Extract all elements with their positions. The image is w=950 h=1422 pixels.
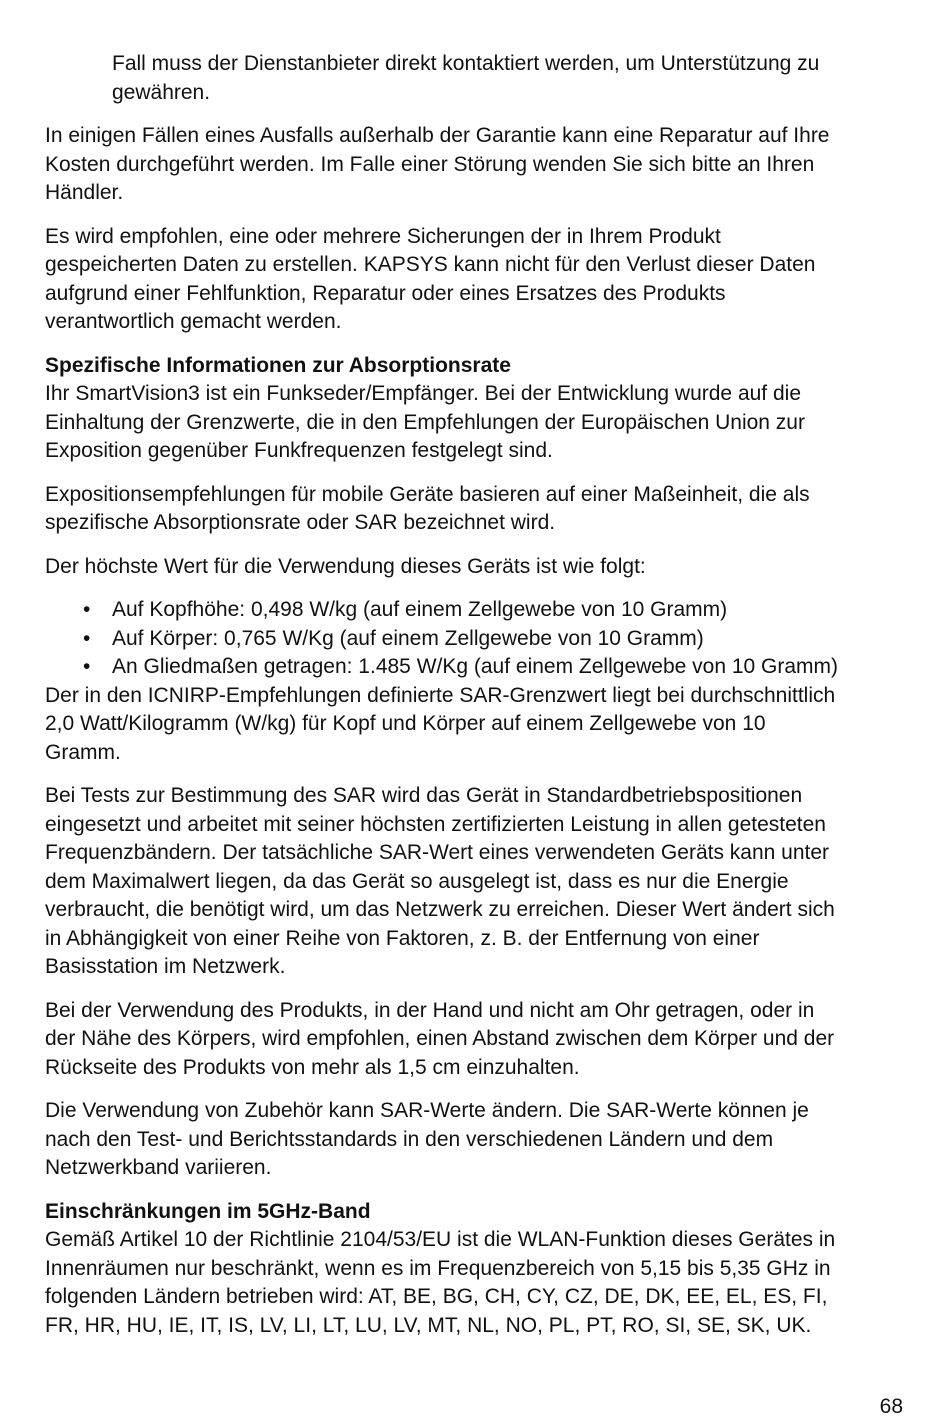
page-number: 68 [879,1395,903,1418]
list-item [45,653,915,682]
sar-values-list [45,596,915,682]
list-item-text: Auf Kopfhöhe: 0,498 W/kg (auf einem Zellgewebe von 10 Gramm) [112,598,728,621]
list-item [45,596,915,625]
continuation-paragraph: Fall muss der Dienstanbieter direkt kontaktiert werden, um Unterstützung zu gewähren. [112,52,820,104]
sar-limit-paragraph: Der in den ICNIRP-Empfehlungen definierte SAR-Grenzwert liegt bei durchschnittlich 2,0 Watt/Kilogramm (W/kg) für Kopf und Körper auf einem Zellgewebe von 10 Gramm. [45,683,836,764]
5ghz-paragraph: Gemäß Artikel 10 der Richtlinie 2104/53/EU ist die WLAN-Funktion dieses Gerätes in Innenräumen nur beschränkt, wenn es im Frequenzbereich von 5,15 bis 5,35 GHz in folgenden Ländern betrieben wird: AT, BE, BG, CH, CY, CZ, DE, DK, EE, EL, ES, FI, FR, HR, HU, IE, IT, IS, LV, LI, LT, LU, LV, MT, NL, NO, PL, PT, RO, SI, SE, SK, UK. [45,1228,836,1337]
list-item-text: An Gliedmaßen getragen: 1.485 W/Kg (auf einem Zellgewebe von 10 Gramm) [112,655,839,678]
bullet-icon: • [83,655,91,678]
bullet-icon: • [83,598,91,621]
warranty-repair-paragraph: In einigen Fällen eines Ausfalls außerhalb der Garantie kann eine Reparatur auf Ihre Kosten durchgeführt werden. Im Falle einer Störung wenden Sie sich bitte an Ihren Händler. [45,124,830,204]
5ghz-heading: Einschränkungen im 5GHz-Band [45,1199,371,1223]
sar-accessories-paragraph: Die Verwendung von Zubehör kann SAR-Werte ändern. Die SAR-Werte können je nach den Test- und Berichtsstandards in den verschiedenen Ländern und dem Netzwerkband variieren. [45,1099,809,1179]
sar-distance-paragraph: Bei der Verwendung des Produkts, in der Hand und nicht am Ohr getragen, oder in der Nähe des Körpers, wird empfohlen, einen Abstand zwischen dem Körper und der Rückseite des Produkts von mehr als 1,5 cm einzuhalten. [45,998,835,1079]
sar-intro-paragraph: Ihr SmartVision3 ist ein Funkseder/Empfänger. Bei der Entwicklung wurde auf die Einhaltung der Grenzwerte, die in den Empfehlungen der Europäischen Union zur Exposition gegenüber Funkfrequenzen festgelegt sind. [45,382,805,462]
sar-section [45,352,915,1183]
sar-heading: Spezifische Informationen zur Absorptionsrate [45,353,511,377]
list-item-text: Auf Körper: 0,765 W/Kg (auf einem Zellgewebe von 10 Gramm) [112,626,704,650]
sar-exposition-paragraph: Expositionsempfehlungen für mobile Geräte basieren auf einer Maßeinheit, die als spezifische Absorptionsrate oder SAR bezeichnet wird. [45,482,810,534]
backup-paragraph: Es wird empfohlen, eine oder mehrere Sicherungen der in Ihrem Produkt gespeicherten Daten zu erstellen. KAPSYS kann nicht für den Verlust dieser Daten aufgrund einer Fehlfunktion, Reparatur oder eines Ersatzes des Produkts verantwortlich gemacht werden. [45,224,816,333]
bullet-icon: • [83,626,91,650]
sar-highest-value-paragraph: Der höchste Wert für die Verwendung dieses Geräts ist wie folgt: [45,554,646,578]
sar-tests-paragraph: Bei Tests zur Bestimmung des SAR wird das Gerät in Standardbetriebspositionen eingesetzt und arbeitet mit seiner höchsten zertifizierten Leistung in allen getesteten Frequenzbändern. Der tatsächliche SAR-Wert eines verwendeten Geräts kann unter dem Maximalwert liegen, da das Gerät so ausgelegt ist, dass es nur die Energie verbraucht, die benötigt wird, um das Netzwerk zu erreichen. Dieser Wert ändert sich in Abhängigkeit von einer Reihe von Faktoren, z. B. der Entfernung von einer Basisstation im Netzwerk. [45,784,835,978]
5ghz-section [45,1198,915,1341]
list-item [45,625,915,654]
document-page [45,50,915,1355]
